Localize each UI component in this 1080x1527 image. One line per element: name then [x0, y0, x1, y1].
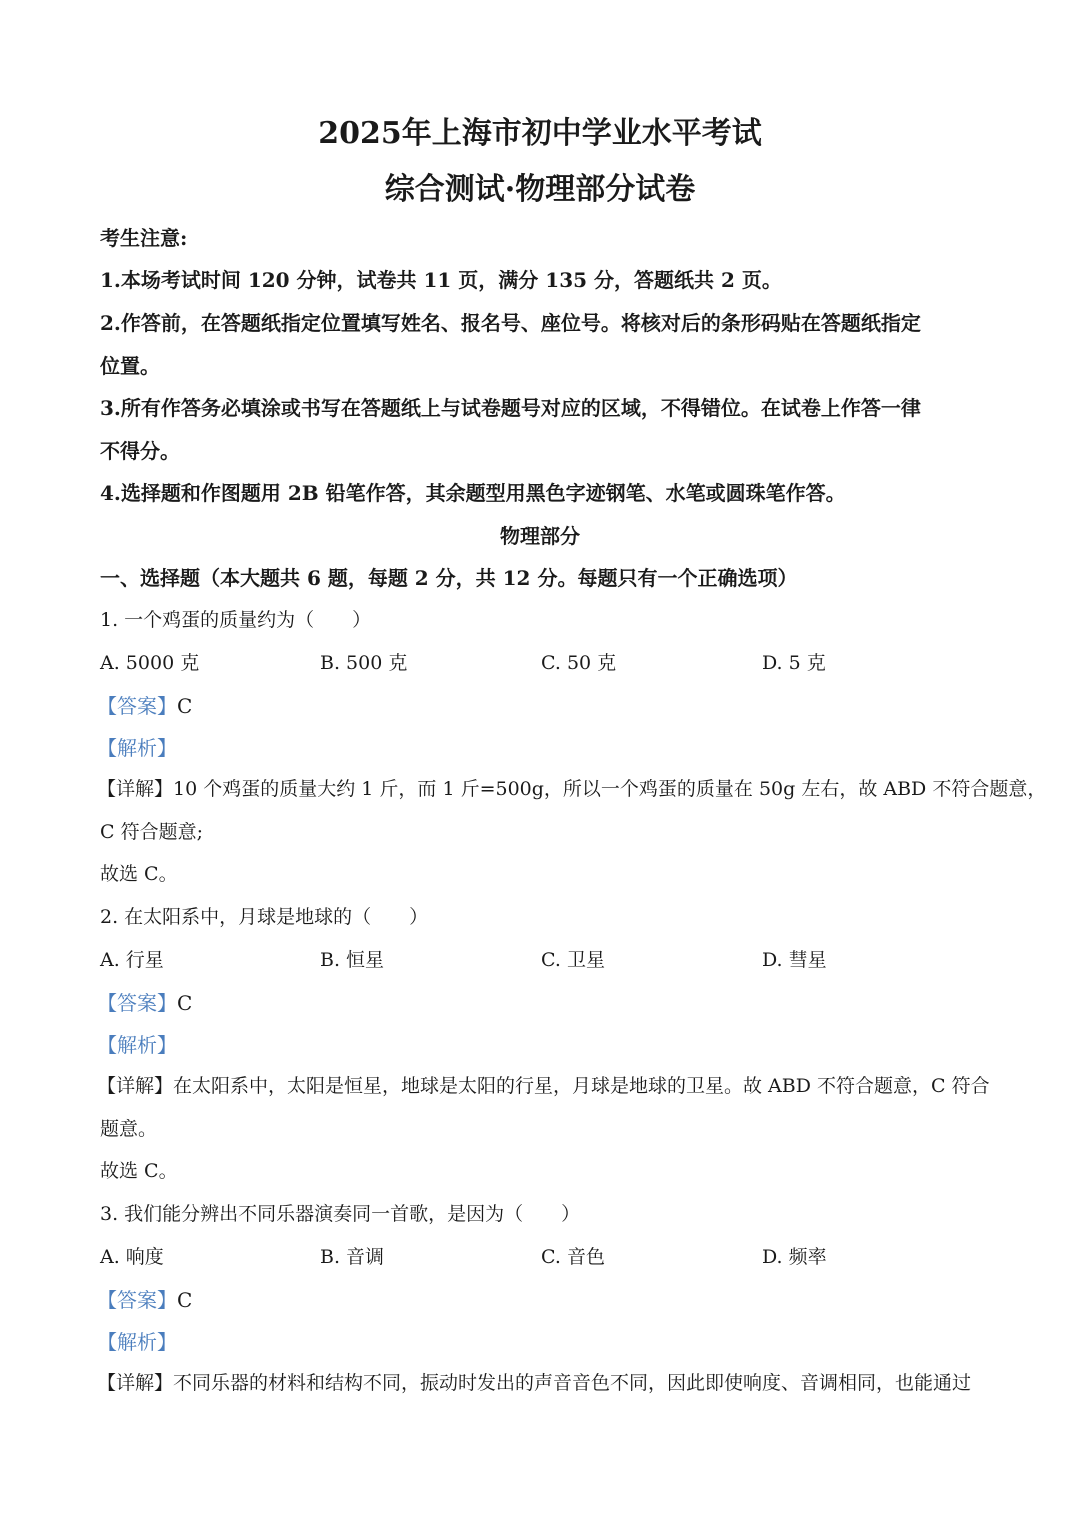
question-3-answer: [97, 1284, 192, 1313]
question-1-option-a: A. 5000 克: [100, 652, 200, 674]
detail-label: 【详解】: [97, 778, 174, 800]
question-2-analysis-label: 【解析】: [97, 1033, 177, 1057]
question-1-option-d: D. 5 克: [762, 652, 826, 674]
notice-item-3: 3.所有作答务必填涂或书写在答题纸上与试卷题号对应的区域，不得错位。在试卷上作答一律: [100, 396, 921, 420]
question-3-option-c: C. 音色: [541, 1246, 605, 1268]
notice-item-1: 1.本场考试时间 120 分钟，试卷共 11 页，满分 135 分，答题纸共 2 页。: [100, 268, 782, 292]
question-2-detail: [97, 1071, 990, 1098]
part-title: 物理部分: [500, 524, 580, 548]
answer-label: 【答案】: [97, 694, 177, 718]
question-3-stem: 3. 我们能分辨出不同乐器演奏同一首歌，是因为（ ）: [100, 1203, 581, 1225]
detail-text: 不同乐器的材料和结构不同，振动时发出的声音音色不同，因此即使响度、音调相同，也能通过: [173, 1372, 972, 1394]
answer-value: C: [177, 991, 193, 1015]
notice-item-2-cont: 位置。: [100, 354, 160, 378]
answer-label: 【答案】: [97, 991, 177, 1015]
question-2-option-c: C. 卫星: [541, 949, 605, 971]
question-3-detail: [97, 1368, 971, 1395]
answer-value: C: [177, 694, 193, 718]
detail-text: 在太阳系中，太阳是恒星，地球是太阳的行星，月球是地球的卫星。故 ABD 不符合题意，C 符合: [173, 1075, 990, 1097]
notice-item-3-cont: 不得分。: [100, 439, 180, 463]
question-2-answer: [97, 987, 192, 1016]
question-3-option-a: A. 响度: [100, 1246, 164, 1268]
question-1-stem: 1. 一个鸡蛋的质量约为（ ）: [100, 609, 372, 631]
question-3-analysis-label: 【解析】: [97, 1330, 177, 1354]
question-2-option-a: A. 行星: [100, 949, 164, 971]
question-2-detail-cont: 题意。: [100, 1118, 158, 1140]
question-2-option-d: D. 彗星: [762, 949, 827, 971]
question-1-option-b: B. 500 克: [320, 652, 408, 674]
notice-item-4: 4.选择题和作图题用 2B 铅笔作答，其余题型用黑色字迹钢笔、水笔或圆珠笔作答。: [100, 481, 846, 505]
notice-heading: 考生注意:: [100, 226, 188, 250]
question-1-analysis-label: 【解析】: [97, 736, 177, 760]
detail-text: 10 个鸡蛋的质量大约 1 斤，而 1 斤=500g，所以一个鸡蛋的质量在 50g 左右，故 ABD 不符合题意，: [173, 778, 1047, 800]
exam-title: 2025年上海市初中学业水平考试: [318, 116, 762, 151]
detail-label: 【详解】: [97, 1372, 174, 1394]
question-3-option-d: D. 频率: [762, 1246, 827, 1268]
section-heading: 一、选择题（本大题共 6 题，每题 2 分，共 12 分。每题只有一个正确选项）: [100, 566, 798, 590]
detail-label: 【详解】: [97, 1075, 174, 1097]
question-2-stem: 2. 在太阳系中，月球是地球的（ ）: [100, 906, 429, 928]
notice-item-2: 2.作答前，在答题纸指定位置填写姓名、报名号、座位号。将核对后的条形码贴在答题纸指定: [100, 311, 921, 335]
exam-subtitle: 综合测试·物理部分试卷: [384, 172, 696, 207]
question-1-detail: [97, 774, 1046, 801]
question-2-conclusion: 故选 C。: [100, 1160, 178, 1182]
question-2-option-b: B. 恒星: [320, 949, 385, 971]
question-1-detail-cont: C 符合题意;: [100, 821, 203, 843]
question-1-option-c: C. 50 克: [541, 652, 617, 674]
question-1-answer: [97, 690, 192, 719]
answer-label: 【答案】: [97, 1288, 177, 1312]
answer-value: C: [177, 1288, 193, 1312]
question-3-option-b: B. 音调: [320, 1246, 385, 1268]
question-1-conclusion: 故选 C。: [100, 863, 178, 885]
